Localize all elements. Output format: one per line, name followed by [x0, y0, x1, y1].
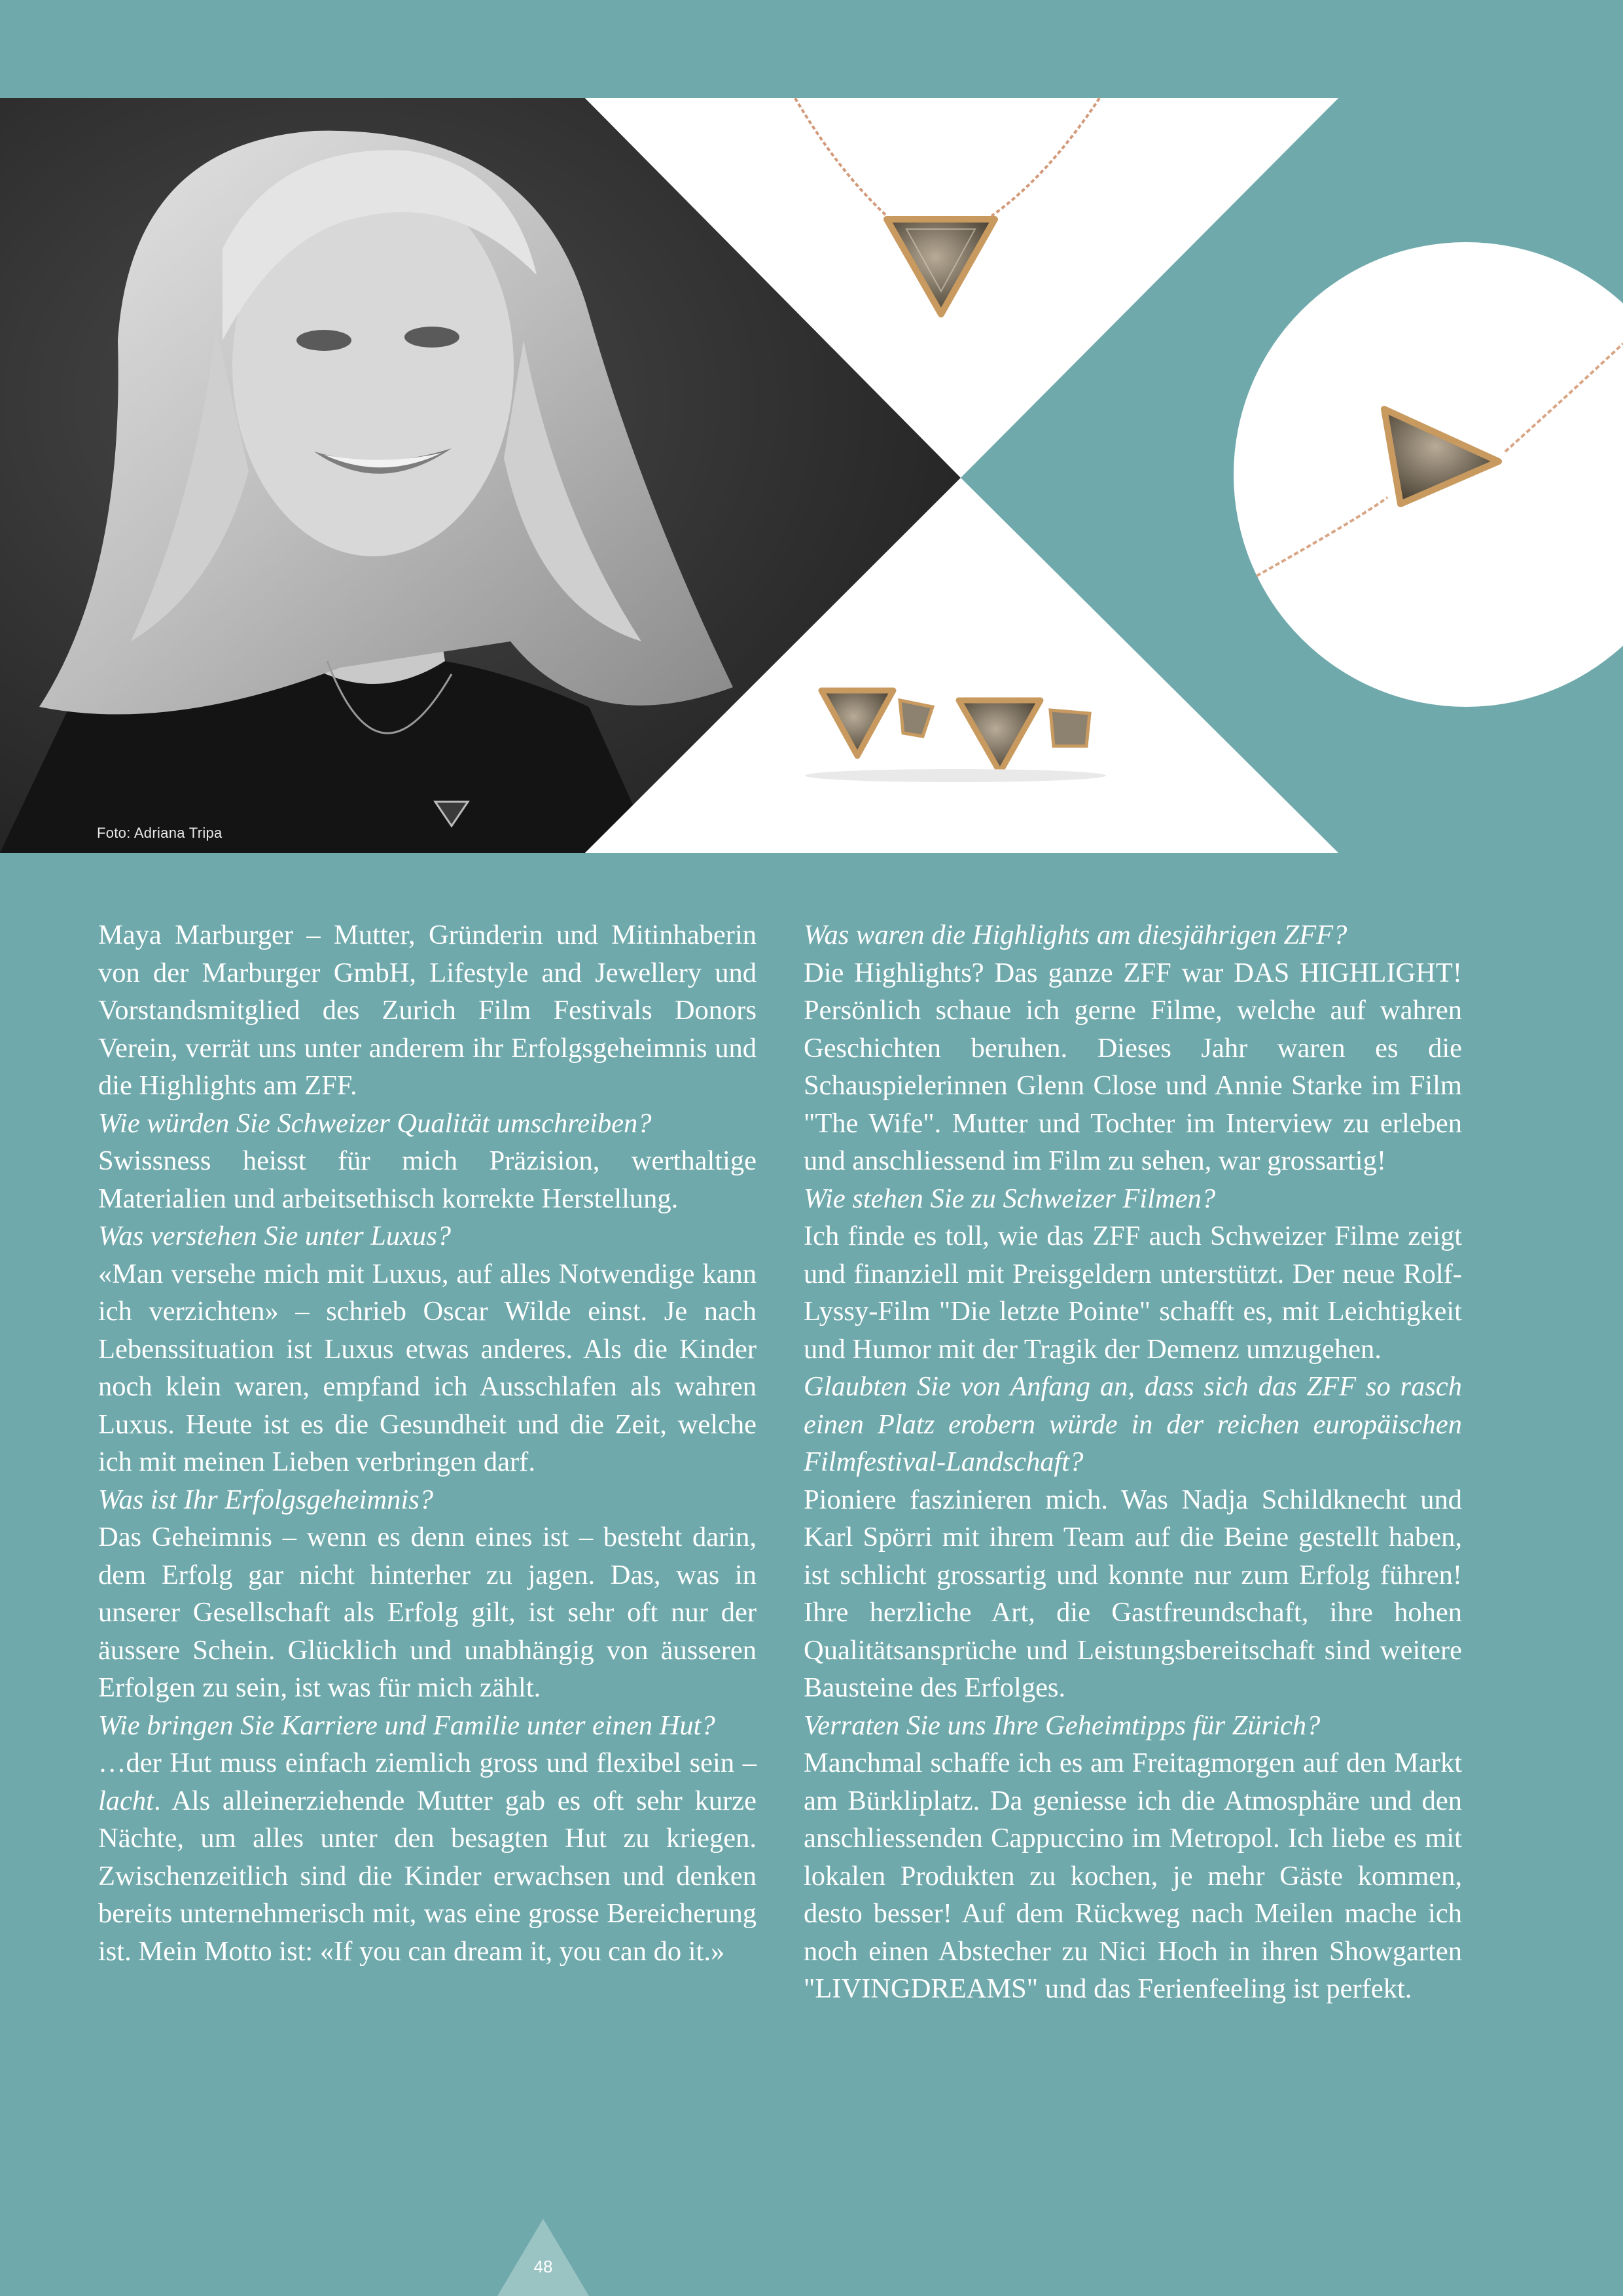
answer-4-part-2: . Als alleinerziehende Mutter gab es oft sehr kurze Nächte, um alles unter den besagten Hut zu kriegen. Zwischenzeitlich sind die Kinder erwachsen und denken bereits unternehmerisch mit, was eine grosse Bereicherung ist. Mein Motto ist: «If you can dream it, you can do it.»	[98, 1785, 757, 1967]
photo-credit: Foto: Adriana Tripa	[97, 825, 223, 841]
answer-5: Die Highlights? Das ganze ZFF war DAS HIGHLIGHT! Persönlich schaue ich gerne Filme, welche auf wahren Geschichten beruhen. Dieses Jahr waren es die Schauspielerinnen Glenn Close und Annie Starke im Film "The Wife". Mutter und Tochter im Interview zu erleben und anschliessend im Film zu sehen, war grossartig!	[804, 957, 1462, 1176]
question-4: Wie bringen Sie Karriere und Familie unter einen Hut?	[98, 1710, 715, 1741]
page-number: 48	[533, 2257, 553, 2276]
question-7: Glaubten Sie von Anfang an, dass sich das ZFF so rasch einen Platz erobern würde in der reichen europäischen Filmfestival-Landschaft?	[804, 1371, 1462, 1477]
answer-7: Pioniere faszinieren mich. Was Nadja Schildknecht und Karl Spörri mit ihrem Team auf die Beine gestellt haben, ist schlicht grossartig und konnte nur zum Erfolg führen! Ihre herzliche Art, die Gastfreundschaft, ihre hohen Qualitätsansprüche und Leistungsbereitschaft sind weitere Bausteine des Erfolges.	[804, 1484, 1462, 1703]
answer-8: Manchmal schaffe ich es am Freitagmorgen auf den Markt am Bürkliplatz. Da geniesse ich die Atmosphäre und den anschliessenden Cappuccino im Metropol. Ich liebe es mit lokalen Produkten zu kochen, je mehr Gäste kommen, desto besser! Auf dem Rückweg nach Meilen mache ich noch einen Abstecher zu Nici Hoch in ihren Showgarten "LIVINGDREAMS" und das Ferienfeeling ist perfekt.	[804, 1748, 1462, 2004]
answer-2: «Man versehe mich mit Luxus, auf alles Notwendige kann ich verzichten» – schrieb Oscar Wilde einst. Je nach Lebenssituation ist Luxus etwas anderes. Als die Kinder noch klein waren, empfand ich Ausschlafen als wahren Luxus. Heute ist es die Gesundheit und die Zeit, welche ich mit meinen Lieben verbringen darf.	[98, 1258, 757, 1477]
question-5: Was waren die Highlights am diesjährigen ZFF?	[804, 920, 1347, 950]
answer-4-laugh: lacht	[98, 1785, 154, 1816]
answer-6: Ich finde es toll, wie das ZFF auch Schweizer Filme zeigt und finanziell mit Preisgeldern unterstützt. Der neue Rolf-Lyssy-Film "Die letzte Pointe" schafft es, mit Leichtigkeit und Humor mit der Tragik der Demenz umzugehen.	[804, 1221, 1462, 1365]
answer-1: Swissness heisst für mich Präzision, werthaltige Materialien und arbeitsethisch korrekte Herstellung.	[98, 1145, 757, 1214]
answer-3: Das Geheimnis – wenn es denn eines ist – besteht darin, dem Erfolg gar nicht hinterher zu jagen. Das, was in unserer Gesellschaft als Erfolg gilt, ist sehr oft nur der äussere Schein. Glücklich und unabhängig von äusseren Erfolgen zu sein, ist was für mich zählt.	[98, 1522, 757, 1703]
question-3: Was ist Ihr Erfolgsgeheimnis?	[98, 1484, 433, 1515]
answer-4-part-1: …der Hut muss einfach ziemlich gross und flexibel sein –	[98, 1748, 757, 1778]
question-2: Was verstehen Sie unter Luxus?	[98, 1221, 452, 1251]
question-1: Wie würden Sie Schweizer Qualität umschreiben?	[98, 1107, 652, 1139]
question-6: Wie stehen Sie zu Schweizer Filmen?	[804, 1183, 1216, 1214]
question-8: Verraten Sie uns Ihre Geheimtipps für Zürich?	[804, 1710, 1321, 1741]
intro-paragraph: Maya Marburger – Mutter, Gründerin und Mitinhaberin von der Marburger GmbH, Lifestyle and Jewellery und Vorstandsmitglied des Zurich Film Festivals Donors Verein, verrät uns unter anderem ihr Erfolgsgeheimnis und die Highlights am ZFF.	[98, 920, 757, 1101]
